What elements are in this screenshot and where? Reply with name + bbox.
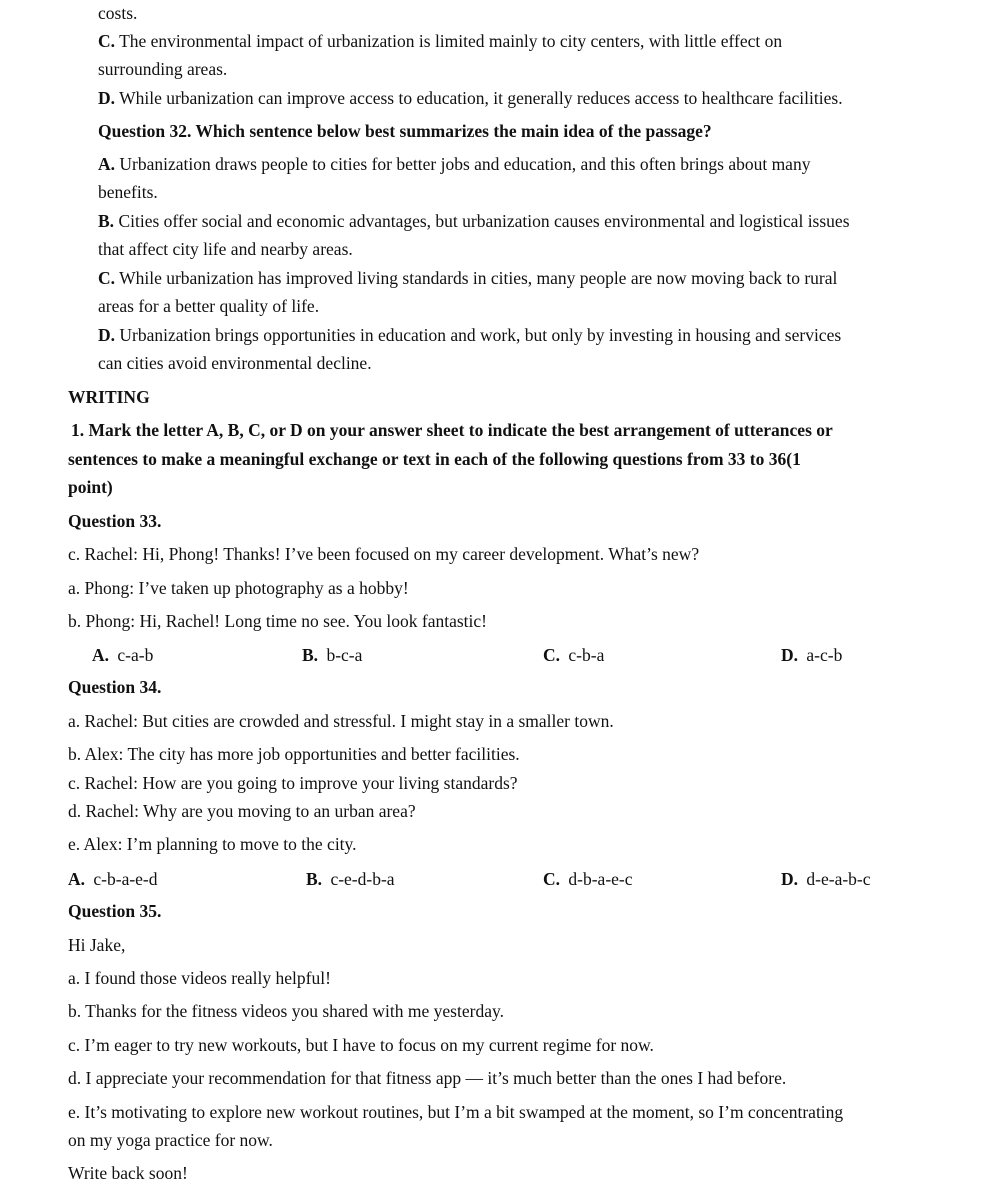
q32-option-b [98,210,850,232]
option-letter: A. [98,154,116,174]
q34-line: b. Alex: The city has more job opportunities and better facilities. [68,744,520,764]
choice-text: c-e-d-b-a [330,869,395,889]
q35-line: on my yoga practice for now. [68,1130,273,1150]
q34-choice-c[interactable] [543,868,633,890]
q34-choice-b[interactable] [306,868,395,890]
q35-line: b. Thanks for the fitness videos you shared with me yesterday. [68,1001,504,1021]
option-letter: C. [98,31,116,51]
choice-text: d-b-a-e-c [568,869,633,889]
q32-option-a [98,153,810,175]
option-text: While urbanization can improve access to education, it generally reduces access to healthcare facilities. [119,88,843,108]
q31-option-c-line2: surrounding areas. [98,59,228,79]
choice-text: c-b-a-e-d [93,869,158,889]
q34-line: d. Rachel: Why are you moving to an urban area? [68,801,416,821]
q31-option-c [98,30,782,52]
writing-instruction-line3: point) [68,477,113,497]
q34-title: Question 34. [68,677,162,697]
q35-line: d. I appreciate your recommendation for that fitness app — it’s much better than the ones I had before. [68,1068,787,1088]
q32-option-d [98,324,841,346]
q32-option-a-line2: benefits. [98,182,158,202]
q34-line: e. Alex: I’m planning to move to the city. [68,834,357,854]
q35-closing: Write back soon! [68,1163,188,1183]
q34-choice-a[interactable] [68,868,158,890]
q35-line: e. It’s motivating to explore new workout routines, but I’m a bit swamped at the moment, so I’m concentrating [68,1102,844,1122]
q32-option-d-line2: can cities avoid environmental decline. [98,353,372,373]
option-letter: C. [98,268,116,288]
option-text: While urbanization has improved living standards in cities, many people are now moving back to rural [119,268,838,288]
q33-line: b. Phong: Hi, Rachel! Long time no see. You look fantastic! [68,611,487,631]
option-letter: D. [98,88,116,108]
choice-text: c-a-b [117,645,154,665]
option-text: The environmental impact of urbanization is limited mainly to city centers, with little effect on [119,31,783,51]
q32-option-c [98,267,837,289]
choice-letter: C. [543,869,561,889]
choice-text: d-e-a-b-c [806,869,871,889]
choice-text: a-c-b [806,645,843,665]
option-text: Urbanization brings opportunities in education and work, but only by investing in housing and services [119,325,842,345]
q33-choice-b[interactable] [302,644,362,666]
q35-line: c. I’m eager to try new workouts, but I have to focus on my current regime for now. [68,1035,654,1055]
q31-option-d [98,87,843,109]
choice-letter: D. [781,645,799,665]
q33-choice-c[interactable] [543,644,604,666]
q35-line: a. I found those videos really helpful! [68,968,331,988]
section-heading: WRITING [68,387,150,407]
q35-title: Question 35. [68,901,162,921]
q32-option-b-line2: that affect city life and nearby areas. [98,239,353,259]
choice-letter: A. [68,869,86,889]
q32-stem: Question 32. Which sentence below best summarizes the main idea of the passage? [98,121,712,141]
choice-letter: B. [302,645,319,665]
q31-option-a-tail: costs. [98,3,138,23]
q34-choice-d[interactable] [781,868,871,890]
choice-letter: A. [92,645,110,665]
q32-option-c-line2: areas for a better quality of life. [98,296,320,316]
option-letter: D. [98,325,116,345]
q33-line: c. Rachel: Hi, Phong! Thanks! I’ve been focused on my career development. What’s new? [68,544,700,564]
writing-instruction-line1: 1. Mark the letter A, B, C, or D on your answer sheet to indicate the best arrangement of utterances or [71,420,833,440]
option-letter: B. [98,211,115,231]
choice-text: c-b-a [568,645,605,665]
writing-instruction-line2: sentences to make a meaningful exchange or text in each of the following questions from 33 to 36(1 [68,449,801,469]
q34-line: a. Rachel: But cities are crowded and stressful. I might stay in a smaller town. [68,711,614,731]
q33-choice-a[interactable] [92,644,153,666]
q34-line: c. Rachel: How are you going to improve your living standards? [68,773,518,793]
choice-letter: D. [781,869,799,889]
q33-line: a. Phong: I’ve taken up photography as a hobby! [68,578,409,598]
choice-letter: C. [543,645,561,665]
option-text: Urbanization draws people to cities for better jobs and education, and this often brings about many [119,154,811,174]
choice-letter: B. [306,869,323,889]
choice-text: b-c-a [326,645,363,665]
q35-greeting: Hi Jake, [68,935,126,955]
q33-choice-d[interactable] [781,644,842,666]
q33-title: Question 33. [68,511,162,531]
option-text: Cities offer social and economic advantages, but urbanization causes environmental and logistical issues [118,211,850,231]
